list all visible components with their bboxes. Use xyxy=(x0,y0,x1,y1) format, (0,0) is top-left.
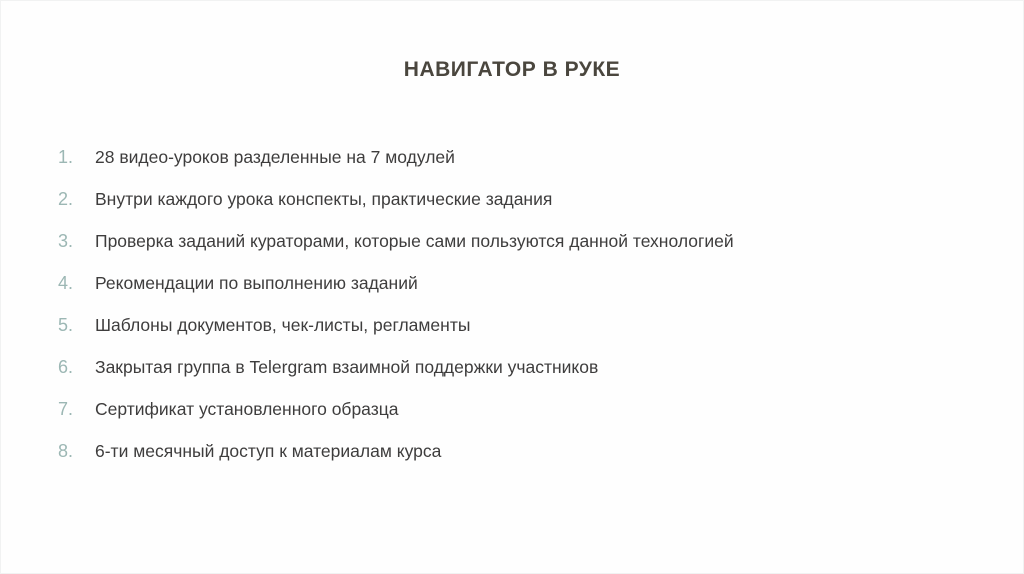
list-item-number: 3. xyxy=(58,231,74,251)
list-item xyxy=(58,439,983,481)
list-item-number: 8. xyxy=(58,441,74,461)
list-item-number: 2. xyxy=(58,189,74,209)
list-item-text: Внутри каждого урока конспекты, практические задания xyxy=(95,189,553,209)
list-item-number: 7. xyxy=(58,399,74,419)
list-item xyxy=(58,355,983,397)
page-title: НАВИГАТОР В РУКЕ xyxy=(403,58,621,81)
list-item xyxy=(58,271,983,313)
list-item-text: Рекомендации по выполнению заданий xyxy=(95,273,418,293)
list-item xyxy=(58,187,983,229)
list-item-number: 4. xyxy=(58,273,74,293)
list-item xyxy=(58,229,983,271)
list-item-number: 1. xyxy=(58,147,74,167)
list-item xyxy=(58,397,983,439)
list-item-number: 5. xyxy=(58,315,74,335)
list-item-text: Шаблоны документов, чек-листы, регламенты xyxy=(95,315,471,335)
list-item-text: 28 видео-уроков разделенные на 7 модулей xyxy=(95,147,455,167)
list-item xyxy=(58,145,983,187)
list-item-text: Сертификат установленного образца xyxy=(95,399,399,419)
list-item-number: 6. xyxy=(58,357,74,377)
feature-list xyxy=(58,145,983,481)
list-item-text: 6-ти месячный доступ к материалам курса xyxy=(95,441,442,461)
list-item-text: Проверка заданий кураторами, которые сами пользуются данной технологией xyxy=(95,231,734,251)
list-item xyxy=(58,313,983,355)
list-item-text: Закрытая группа в Telergram взаимной поддержки участников xyxy=(95,357,599,377)
